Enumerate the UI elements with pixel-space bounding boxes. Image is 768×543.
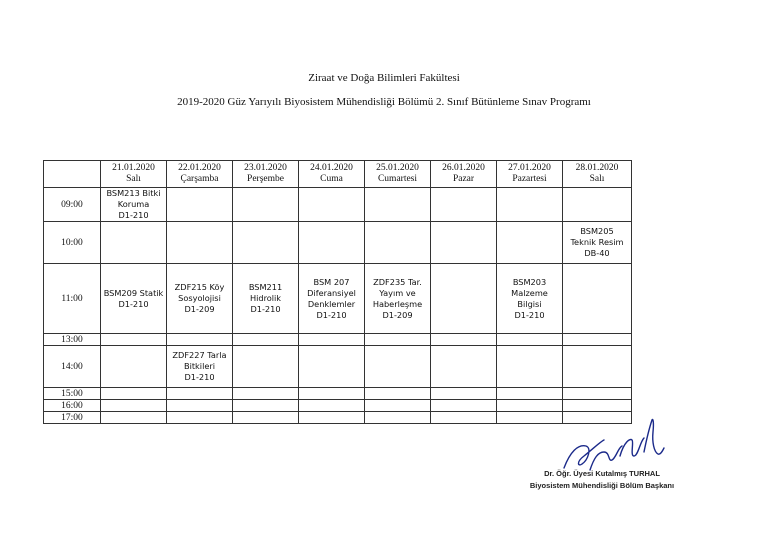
time-slot: 13:00: [44, 334, 101, 346]
exam-cell: [497, 400, 563, 412]
exam-entry: BSM213 Bitki Koruma D1-210: [106, 188, 161, 220]
corner-cell: [44, 161, 101, 188]
time-slot: 17:00: [44, 412, 101, 424]
exam-cell: [563, 334, 632, 346]
day-header: 25.01.2020 Cumartesi: [365, 161, 431, 188]
exam-cell: [431, 412, 497, 424]
program-title: 2019-2020 Güz Yarıyılı Biyosistem Mühendisliği Bölümü 2. Sınıf Bütünleme Sınav Programı: [177, 96, 591, 108]
exam-cell: [167, 188, 233, 222]
exam-cell: [167, 388, 233, 400]
exam-cell: [299, 412, 365, 424]
exam-cell: [167, 400, 233, 412]
exam-cell: [563, 346, 632, 388]
exam-cell: [365, 188, 431, 222]
exam-cell: [497, 388, 563, 400]
exam-cell: [563, 388, 632, 400]
exam-entry: BSM211 Hidrolik D1-210: [248, 282, 283, 314]
time-slot: 10:00: [44, 222, 101, 264]
exam-cell: [233, 264, 299, 334]
exam-cell: [299, 222, 365, 264]
faculty-title: Ziraat ve Doğa Bilimleri Fakültesi: [308, 72, 460, 84]
day-header: 28.01.2020 Salı: [563, 161, 632, 188]
exam-cell: [497, 334, 563, 346]
time-slot: 16:00: [44, 400, 101, 412]
time-row: [44, 400, 632, 412]
exam-entry: BSM205 Teknik Resim DB-40: [570, 226, 624, 258]
exam-schedule-table: [43, 160, 632, 424]
exam-cell: [431, 388, 497, 400]
exam-cell: [497, 188, 563, 222]
day-header: 26.01.2020 Pazar: [431, 161, 497, 188]
exam-cell: [101, 388, 167, 400]
exam-cell: [233, 346, 299, 388]
exam-cell: [365, 346, 431, 388]
exam-entry: BSM203 Malzeme Bilgisi D1-210: [511, 276, 548, 320]
exam-cell: [101, 188, 167, 222]
exam-cell: [233, 388, 299, 400]
exam-cell: [365, 334, 431, 346]
exam-cell: [101, 264, 167, 334]
exam-entry: ZDF215 Köy Sosyolojisi D1-209: [174, 282, 225, 314]
exam-cell: [101, 400, 167, 412]
exam-cell: [233, 222, 299, 264]
exam-cell: [233, 188, 299, 222]
exam-cell: [431, 346, 497, 388]
exam-entry: ZDF227 Tarla Bitkileri D1-210: [172, 350, 227, 382]
exam-cell: [563, 264, 632, 334]
exam-cell: [365, 264, 431, 334]
exam-cell: [167, 264, 233, 334]
day-header: 22.01.2020 Çarşamba: [167, 161, 233, 188]
exam-cell: [431, 400, 497, 412]
exam-cell: [431, 334, 497, 346]
day-header: 24.01.2020 Cuma: [299, 161, 365, 188]
exam-cell: [365, 222, 431, 264]
exam-cell: [497, 412, 563, 424]
time-row: [44, 334, 632, 346]
exam-entry: BSM 207 Diferansiyel Denklemler D1-210: [307, 276, 356, 320]
exam-cell: [497, 346, 563, 388]
time-slot: 14:00: [44, 346, 101, 388]
exam-cell: [299, 346, 365, 388]
exam-entry: BSM209 Statik D1-210: [103, 287, 164, 309]
exam-cell: [431, 222, 497, 264]
exam-cell: [167, 412, 233, 424]
day-header: 23.01.2020 Perşembe: [233, 161, 299, 188]
exam-cell: [365, 388, 431, 400]
time-row: [44, 264, 632, 334]
time-row: [44, 188, 632, 222]
exam-cell: [299, 388, 365, 400]
exam-cell: [101, 412, 167, 424]
exam-cell: [563, 188, 632, 222]
exam-cell: [101, 334, 167, 346]
signer-name: Dr. Öğr. Üyesi Kutalmış TURHAL: [544, 469, 660, 478]
exam-cell: [233, 400, 299, 412]
time-row: [44, 346, 632, 388]
exam-cell: [101, 346, 167, 388]
exam-cell: [299, 334, 365, 346]
header-row: [44, 161, 632, 188]
time-row: [44, 412, 632, 424]
time-slot: 11:00: [44, 264, 101, 334]
exam-cell: [497, 264, 563, 334]
exam-cell: [101, 222, 167, 264]
day-header: 27.01.2020 Pazartesi: [497, 161, 563, 188]
exam-cell: [497, 222, 563, 264]
time-row: [44, 388, 632, 400]
exam-cell: [167, 222, 233, 264]
day-header: 21.01.2020 Salı: [101, 161, 167, 188]
exam-cell: [365, 412, 431, 424]
exam-cell: [167, 346, 233, 388]
exam-cell: [233, 412, 299, 424]
exam-cell: [299, 264, 365, 334]
exam-cell: [233, 334, 299, 346]
exam-cell: [563, 400, 632, 412]
exam-cell: [167, 334, 233, 346]
time-slot: 09:00: [44, 188, 101, 222]
time-row: [44, 222, 632, 264]
signer-role: Biyosistem Mühendisliği Bölüm Başkanı: [529, 481, 675, 490]
time-slot: 15:00: [44, 388, 101, 400]
exam-cell: [563, 222, 632, 264]
exam-cell: [431, 188, 497, 222]
exam-cell: [431, 264, 497, 334]
exam-cell: [299, 188, 365, 222]
exam-cell: [299, 400, 365, 412]
exam-cell: [365, 400, 431, 412]
exam-entry: ZDF235 Tar. Yayım ve Haberleşme D1-209: [372, 276, 423, 320]
